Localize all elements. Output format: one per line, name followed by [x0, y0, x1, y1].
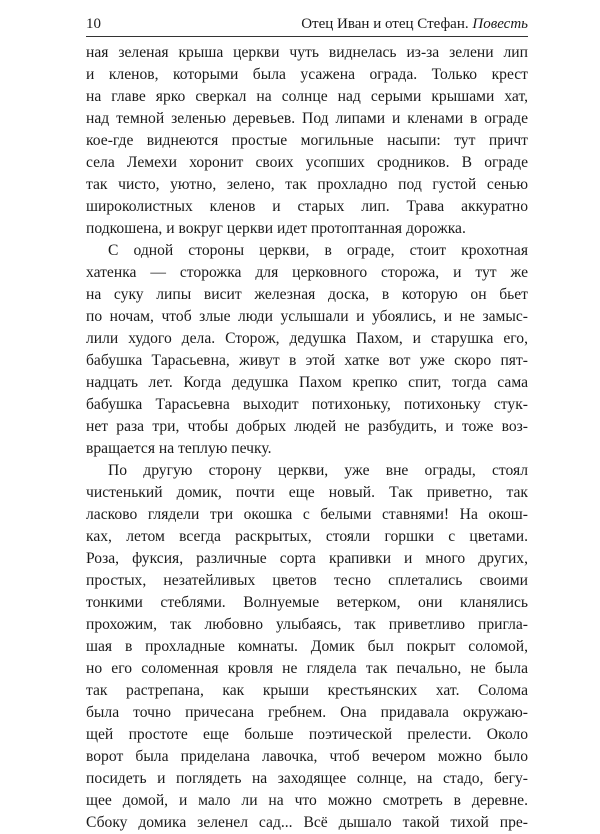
running-title-text: Отец Иван и отец Стефан.: [301, 16, 469, 32]
text-line: Сбоку домика зеленел сад... Всё дышало такой тихой пре-: [86, 814, 528, 831]
text-line: подкошена, и вокруг церкви идет протоптанная дорожка.: [86, 220, 466, 237]
running-header: [86, 12, 528, 34]
text-line: и кленов, которыми была усажена ограда. Только крест: [86, 66, 528, 83]
header-divider: [86, 36, 528, 37]
text-line: шая в прохладные комнаты. Домик был покрыт соломой,: [86, 638, 528, 655]
running-title: [301, 14, 528, 34]
text-line: по ночам, чтоб злые люди услышали и убоялись, и не замыс-: [86, 308, 528, 325]
text-line: так чисто, уютно, зелено, так прохладно под густой сенью: [86, 176, 528, 193]
text-line: прохожим, так любовно улыбаясь, так приветливо пригла-: [86, 616, 528, 633]
text-line: на главе ярко сверкал на солнце над серыми крышами хат,: [86, 88, 528, 105]
text-line: над темной зеленью деревьев. Под липами и кленами в ограде: [86, 110, 528, 127]
text-line: тонкими стеблями. Волнуемые ветерком, они кланялись: [86, 594, 528, 611]
text-line: ворот была приделана лавочка, чтоб вечером можно было: [86, 748, 528, 765]
page-number: 10: [86, 16, 101, 32]
text-line: нет раза три, чтобы добрых людей не разбудить, и тоже воз-: [86, 418, 528, 435]
text-line: бабушка Тарасьевна, живут в этой хатке вот уже скоро пят-: [86, 352, 528, 369]
text-line: села Лемехи хоронит своих усопших сродников. В ограде: [86, 154, 528, 171]
paragraph-first-line: С одной стороны церкви, в ограде, стоит крохотная: [108, 242, 528, 259]
text-line: посидеть и поглядеть на заходящее солнце, на стадо, бегу-: [86, 770, 528, 787]
paragraph-first-line: По другую сторону церкви, уже вне ограды, стоял: [108, 462, 528, 479]
text-line: так растрепана, как крыши крестьянских хат. Солома: [86, 682, 528, 699]
text-line: была точно причесана гребнем. Она придавала окружаю-: [86, 704, 528, 721]
text-line: хатенка — сторожка для церковного сторожа, и тут же: [86, 264, 528, 281]
text-line: но его соломенная кровля не глядела так печально, не была: [86, 660, 528, 677]
text-line: надцать лет. Когда дедушка Пахом крепко спит, тогда сама: [86, 374, 528, 391]
text-line: кое-где виднеются простые могильные насыпи: тут причт: [86, 132, 528, 149]
text-line: Роза, фуксия, различные сорта крапивки и много других,: [86, 550, 528, 567]
text-line: ласково глядели три окошка с белыми ставнями! На окош-: [86, 506, 528, 523]
text-line: ках, летом всегда раскрытых, стояли горшки с цветами.: [86, 528, 528, 545]
text-line: широколистных кленов и старых лип. Трава аккуратно: [86, 198, 528, 215]
text-line: чистенький домик, почти еще новый. Так приветно, так: [86, 484, 528, 501]
text-line: вращается на теплую печку.: [86, 440, 272, 457]
running-title-genre: Повесть: [472, 16, 528, 32]
text-line: простых, незатейливых цветов тесно сплетались своими: [86, 572, 528, 589]
body-text: [86, 42, 528, 834]
text-line: лили худого дела. Сторож, дедушка Пахом, и старушка его,: [86, 330, 528, 347]
text-line: щей простоте еще больше поэтической прелести. Около: [86, 726, 528, 743]
text-line: ная зеленая крыша церкви чуть виднелась из-за зелени лип: [86, 44, 528, 61]
text-line: на суку липы висит железная доска, в которую он бьет: [86, 286, 528, 303]
text-line: бабушка Тарасьевна выходит потихоньку, потихоньку стук-: [86, 396, 528, 413]
text-line: щее домой, и мало ли на что можно смотреть в деревне.: [86, 792, 528, 809]
